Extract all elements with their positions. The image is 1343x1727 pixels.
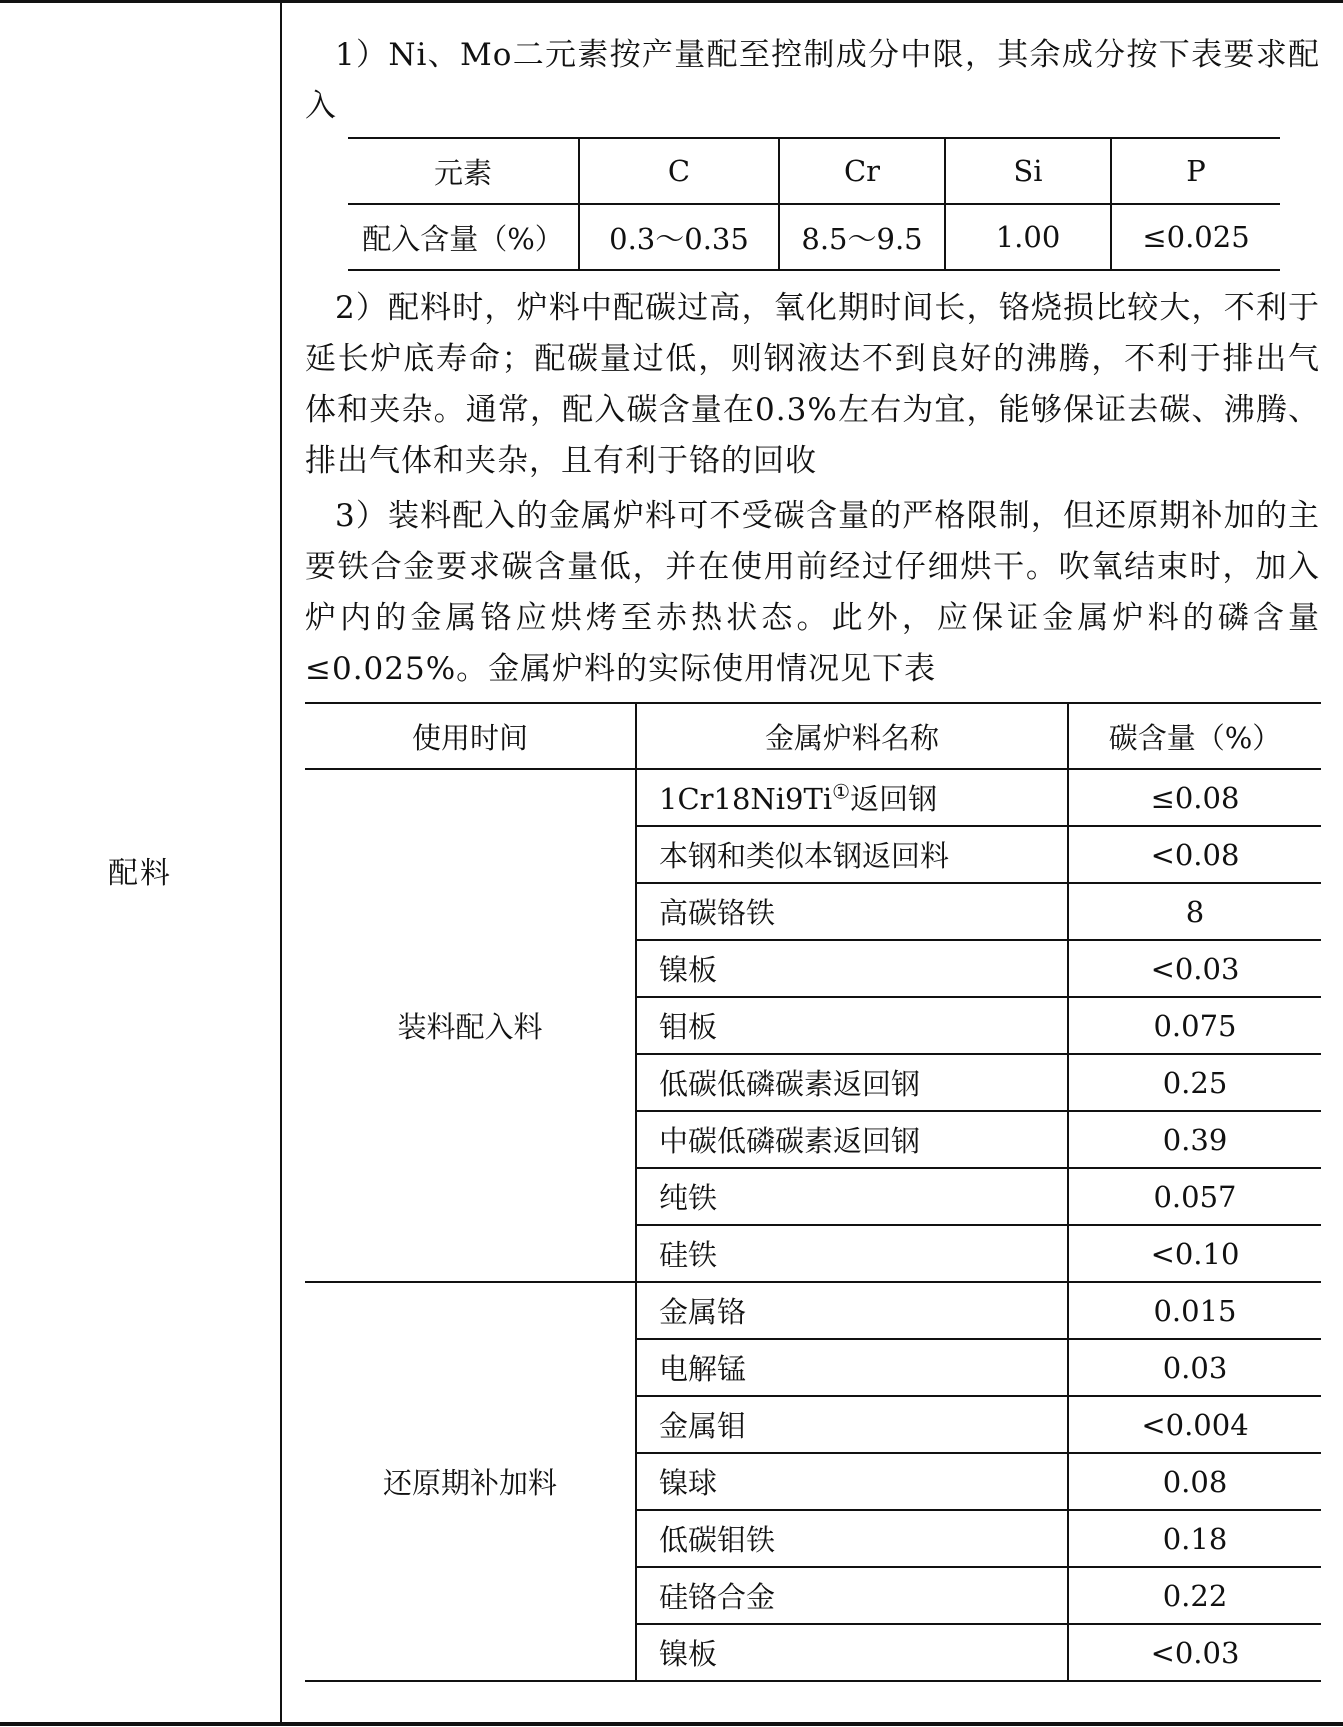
table1-header-cell: 元素: [348, 138, 579, 204]
material-name-cell: 低碳钼铁: [636, 1510, 1068, 1567]
material-name-cell: 纯铁: [636, 1168, 1068, 1225]
row-label: 配料: [108, 856, 172, 891]
material-name-cell: 金属钼: [636, 1396, 1068, 1453]
carbon-content-cell: <0.08: [1068, 826, 1321, 883]
table-row: [305, 769, 1321, 826]
furnace-charge-table: [305, 702, 1321, 1682]
table1-value-cell: 8.5～9.5: [779, 204, 945, 270]
carbon-content-cell: 0.075: [1068, 997, 1321, 1054]
table-row: [305, 1282, 1321, 1339]
table1-value-row: [348, 204, 1280, 270]
table1-header-row: [348, 138, 1280, 204]
carbon-content-cell: 0.39: [1068, 1111, 1321, 1168]
table1-header-cell: Cr: [779, 138, 945, 204]
table1-header-cell: Si: [945, 138, 1111, 204]
material-name-cell: 钼板: [636, 997, 1068, 1054]
carbon-content-cell: <0.03: [1068, 940, 1321, 997]
carbon-content-cell: 0.22: [1068, 1567, 1321, 1624]
carbon-content-cell: 0.057: [1068, 1168, 1321, 1225]
carbon-content-cell: 0.08: [1068, 1453, 1321, 1510]
table2-body: [305, 769, 1321, 1681]
material-name-cell: 高碳铬铁: [636, 883, 1068, 940]
table1-value-cell: ≤0.025: [1111, 204, 1280, 270]
paragraph-3: 3）装料配入的金属炉料可不受碳含量的严格限制，但还原期补加的主要铁合金要求碳含量低，并在使用前经过仔细烘干。吹氧结束时，加入炉内的金属铬应烘烤至赤热状态。此外，应保证金属炉料的磷含量≤0.025%。金属炉料的实际使用情况见下表: [305, 498, 1320, 687]
table2-header-cell: 使用时间: [305, 703, 636, 769]
paragraph-1: 1）Ni、Mo二元素按产量配至控制成分中限，其余成分按下表要求配入: [305, 37, 1320, 124]
table1-row-label: 配入含量（%）: [362, 221, 564, 256]
carbon-content-cell: <0.004: [1068, 1396, 1321, 1453]
material-name-cell: 中碳低磷碳素返回钢: [636, 1111, 1068, 1168]
material-name-cell: 低碳低磷碳素返回钢: [636, 1054, 1068, 1111]
carbon-content-cell: 0.015: [1068, 1282, 1321, 1339]
table1-header-cell: C: [579, 138, 779, 204]
material-name: 1Cr18Ni9Ti: [659, 782, 833, 816]
column-divider: [280, 0, 282, 1724]
material-name-cell: [636, 769, 1068, 826]
material-name-cell: 硅铁: [636, 1225, 1068, 1282]
material-name-cell: 本钢和类似本钢返回料: [636, 826, 1068, 883]
element-content-table: [348, 137, 1280, 271]
usage-time-cell: 装料配入料: [305, 769, 636, 1282]
top-rule: [0, 0, 1343, 3]
table2-header-row: [305, 703, 1321, 769]
carbon-content-cell: 0.25: [1068, 1054, 1321, 1111]
material-name-cell: 镍板: [636, 940, 1068, 997]
table1-value-cell: 0.3～0.35: [579, 204, 779, 270]
paragraph-2: 2）配料时，炉料中配碳过高，氧化期时间长，铬烧损比较大，不利于延长炉底寿命；配碳量过低，则钢液达不到良好的沸腾，不利于排出气体和夹杂。通常，配入碳含量在0.3%左右为宜，能够保证去碳、沸腾、排出气体和夹杂，且有利于铬的回收: [305, 290, 1320, 479]
material-name-cell: 镍球: [636, 1453, 1068, 1510]
table2-header-cell: 碳含量（%）: [1068, 703, 1321, 769]
footnote-marker: ①: [832, 779, 851, 804]
material-name-suffix: 返回钢: [850, 782, 938, 816]
carbon-content-cell: ≤0.08: [1068, 769, 1321, 826]
usage-time-cell: 还原期补加料: [305, 1282, 636, 1681]
carbon-content-cell: <0.03: [1068, 1624, 1321, 1681]
carbon-content-cell: <0.10: [1068, 1225, 1321, 1282]
table1-header-cell: P: [1111, 138, 1280, 204]
bottom-rule: [0, 1722, 1343, 1726]
material-name-cell: 镍板: [636, 1624, 1068, 1681]
table2-header-cell: 金属炉料名称: [636, 703, 1068, 769]
material-name-cell: 硅铬合金: [636, 1567, 1068, 1624]
table1-value-cell: 1.00: [945, 204, 1111, 270]
carbon-content-cell: 0.18: [1068, 1510, 1321, 1567]
material-name-cell: 电解锰: [636, 1339, 1068, 1396]
carbon-content-cell: 0.03: [1068, 1339, 1321, 1396]
material-name-cell: 金属铬: [636, 1282, 1068, 1339]
carbon-content-cell: 8: [1068, 883, 1321, 940]
